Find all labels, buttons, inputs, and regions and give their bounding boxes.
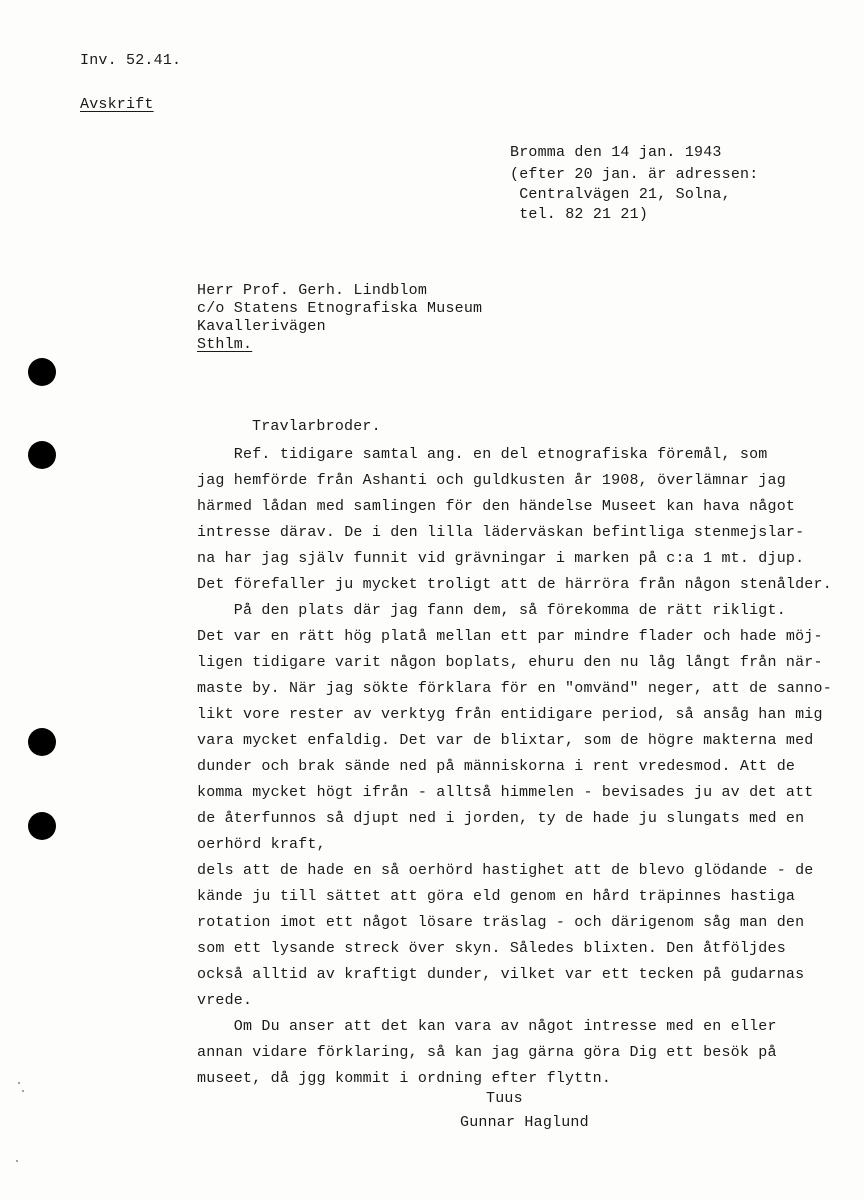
closing: Tuus	[486, 1090, 523, 1107]
recipient-street: Kavallerivägen	[197, 318, 326, 335]
body-line: ligen tidigare varit någon boplats, ehuru den nu låg långt från när-	[197, 654, 823, 671]
body-line: Det var en rätt hög platå mellan ett par mindre flader och hade möj-	[197, 628, 823, 645]
address-line-2: Centralvägen 21, Solna,	[510, 186, 731, 203]
body-line: komma mycket högt ifrån - alltså himmelen - bevisades ju av det att	[197, 784, 814, 801]
body-line: museet, då jgg kommit i ordning efter flyttn.	[197, 1070, 612, 1087]
body-line: kände ju till sättet att göra eld genom en hård träpinnes hastiga	[197, 888, 796, 905]
body-line: na har jag själv funnit vid grävningar i marken på c:a 1 mt. djup.	[197, 550, 805, 567]
body-line: vara mycket enfaldig. Det var de blixtar, som de högre makterna med	[197, 732, 814, 749]
body-line: vrede.	[197, 992, 253, 1009]
body-line: dels att de hade en så oerhörd hastighet att de blevo glödande - de	[197, 862, 814, 879]
punch-hole-3	[28, 728, 56, 756]
paper-speck	[16, 1160, 18, 1162]
body-line: oerhörd kraft,	[197, 836, 326, 853]
address-line-3: tel. 82 21 21)	[510, 206, 649, 223]
body-line: härmed lådan med samlingen för den händelse Museet kan hava något	[197, 498, 796, 515]
paper-speck	[22, 1090, 24, 1092]
body-line: maste by. När jag sökte förklara för en "omvänd" neger, att de sanno-	[197, 680, 832, 697]
body-line: På den plats där jag fann dem, så förekomma de rätt rikligt.	[197, 602, 786, 619]
body-line: Om Du anser att det kan vara av något intresse med en eller	[197, 1018, 777, 1035]
body-line: de återfunnos så djupt ned i jorden, ty de hade ju slungats med en	[197, 810, 805, 827]
inventory-number: Inv. 52.41.	[80, 52, 182, 69]
body-line: Det förefaller ju mycket troligt att de härröra från någon stenålder.	[197, 576, 832, 593]
recipient-city: Sthlm.	[197, 336, 253, 353]
signature-name: Gunnar Haglund	[460, 1114, 589, 1131]
body-line: som ett lysande streck över skyn. Således blixten. Den åtföljdes	[197, 940, 786, 957]
body-line: annan vidare förklaring, så kan jag gärna göra Dig ett besök på	[197, 1044, 777, 1061]
recipient-name: Herr Prof. Gerh. Lindblom	[197, 282, 428, 299]
punch-hole-4	[28, 812, 56, 840]
address-line-1: (efter 20 jan. är adressen:	[510, 166, 759, 183]
place-date: Bromma den 14 jan. 1943	[510, 144, 722, 161]
body-line: rotation imot ett något lösare träslag - och därigenom såg man den	[197, 914, 805, 931]
body-line: också alltid av kraftigt dunder, vilket var ett tecken på gudarnas	[197, 966, 805, 983]
punch-hole-1	[28, 358, 56, 386]
body-line: intresse därav. De i den lilla läderväskan befintliga stenmejslar-	[197, 524, 805, 541]
body-line: jag hemförde från Ashanti och guldkusten år 1908, överlämnar jag	[197, 472, 786, 489]
body-line: likt vore rester av verktyg från entidigare period, så ansåg han mig	[197, 706, 823, 723]
body-line: Ref. tidigare samtal ang. en del etnografiska föremål, som	[197, 446, 768, 463]
recipient-care-of: c/o Statens Etnografiska Museum	[197, 300, 483, 317]
body-line: dunder och brak sände ned på människorna i rent vredesmod. Att de	[197, 758, 796, 775]
letter-body	[197, 442, 847, 1092]
copy-label: Avskrift	[80, 96, 154, 113]
paper-speck	[18, 1082, 20, 1084]
salutation: Travlarbroder.	[252, 418, 381, 435]
punch-hole-2	[28, 441, 56, 469]
